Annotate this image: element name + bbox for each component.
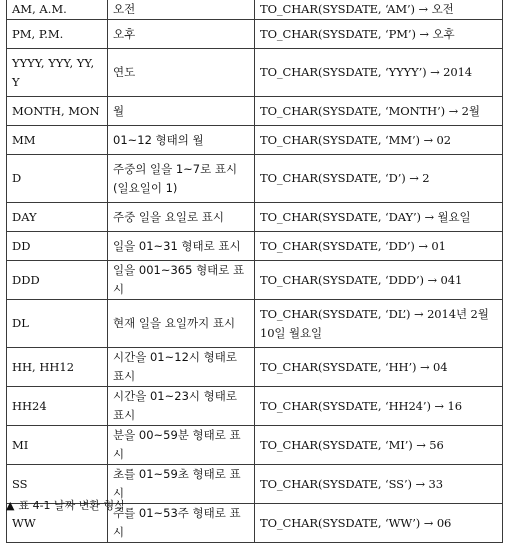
- format-cell: DDD: [7, 261, 108, 300]
- description-cell: 시간을 01~12시 형태로 표시: [108, 348, 255, 387]
- description-cell: 일을 01~31 형태로 표시: [108, 232, 255, 261]
- example-cell: TO_CHAR(SYSDATE, ‘PM’) → 오후: [255, 20, 503, 49]
- date-format-table: [6, 0, 503, 543]
- example-cell: TO_CHAR(SYSDATE, ‘DL’) → 2014년 2월 10일 월요일: [255, 300, 503, 348]
- example-cell: TO_CHAR(SYSDATE, ‘MI’) → 56: [255, 426, 503, 465]
- table-row: [7, 348, 503, 387]
- example-cell: TO_CHAR(SYSDATE, ‘DAY’) → 월요일: [255, 203, 503, 232]
- format-cell: MM: [7, 126, 108, 155]
- format-cell: DD: [7, 232, 108, 261]
- example-cell: TO_CHAR(SYSDATE, ‘DDD’) → 041: [255, 261, 503, 300]
- example-cell: TO_CHAR(SYSDATE, ‘YYYY’) → 2014: [255, 49, 503, 97]
- triangle-marker-icon: ▲: [6, 499, 15, 512]
- example-cell: TO_CHAR(SYSDATE, ‘MONTH’) → 2월: [255, 97, 503, 126]
- format-cell: HH, HH12: [7, 348, 108, 387]
- description-cell: 주를 01~53주 형태로 표시: [108, 504, 255, 543]
- description-cell: 월: [108, 97, 255, 126]
- format-cell: SS: [7, 465, 108, 504]
- format-cell: WW: [7, 504, 108, 543]
- example-cell: TO_CHAR(SYSDATE, ‘DD’) → 01: [255, 232, 503, 261]
- table-row: [7, 387, 503, 426]
- description-cell: 주중의 일을 1~7로 표시(일요일이 1): [108, 155, 255, 203]
- format-cell: MI: [7, 426, 108, 465]
- document-body: [6, 0, 502, 543]
- table-caption: [6, 498, 125, 514]
- example-cell: TO_CHAR(SYSDATE, ‘AM’) → 오전: [255, 0, 503, 20]
- example-cell: TO_CHAR(SYSDATE, ‘WW’) → 06: [255, 504, 503, 543]
- example-cell: TO_CHAR(SYSDATE, ‘HH’) → 04: [255, 348, 503, 387]
- format-cell: DAY: [7, 203, 108, 232]
- description-cell: 초를 01~59초 형태로 표시: [108, 465, 255, 504]
- description-cell: 주중 일을 요일로 표시: [108, 203, 255, 232]
- format-cell: PM, P.M.: [7, 20, 108, 49]
- table-row: [7, 49, 503, 97]
- table-row: [7, 0, 503, 20]
- table-row: [7, 300, 503, 348]
- description-cell: 일을 001~365 형태로 표시: [108, 261, 255, 300]
- format-cell: D: [7, 155, 108, 203]
- format-cell: YYYY, YYY, YY, Y: [7, 49, 108, 97]
- table-row: [7, 203, 503, 232]
- table-row: [7, 155, 503, 203]
- description-cell: 연도: [108, 49, 255, 97]
- description-cell: 시간을 01~23시 형태로 표시: [108, 387, 255, 426]
- description-cell: 분을 00~59분 형태로 표시: [108, 426, 255, 465]
- table-row: [7, 97, 503, 126]
- format-cell: HH24: [7, 387, 108, 426]
- example-cell: TO_CHAR(SYSDATE, ‘D’) → 2: [255, 155, 503, 203]
- table-row: [7, 126, 503, 155]
- format-cell: DL: [7, 300, 108, 348]
- format-cell: AM, A.M.: [7, 0, 108, 20]
- description-cell: 오전: [108, 0, 255, 20]
- description-cell: 오후: [108, 20, 255, 49]
- table-row: [7, 20, 503, 49]
- example-cell: TO_CHAR(SYSDATE, ‘MM’) → 02: [255, 126, 503, 155]
- description-cell: 현재 일을 요일까지 표시: [108, 300, 255, 348]
- table-row: [7, 426, 503, 465]
- caption-text: 표 4-1 날짜 변환 형식: [18, 499, 125, 512]
- example-cell: TO_CHAR(SYSDATE, ‘SS’) → 33: [255, 465, 503, 504]
- description-cell: 01~12 형태의 월: [108, 126, 255, 155]
- format-cell: MONTH, MON: [7, 97, 108, 126]
- example-cell: TO_CHAR(SYSDATE, ‘HH24’) → 16: [255, 387, 503, 426]
- table-row: [7, 232, 503, 261]
- table-row: [7, 261, 503, 300]
